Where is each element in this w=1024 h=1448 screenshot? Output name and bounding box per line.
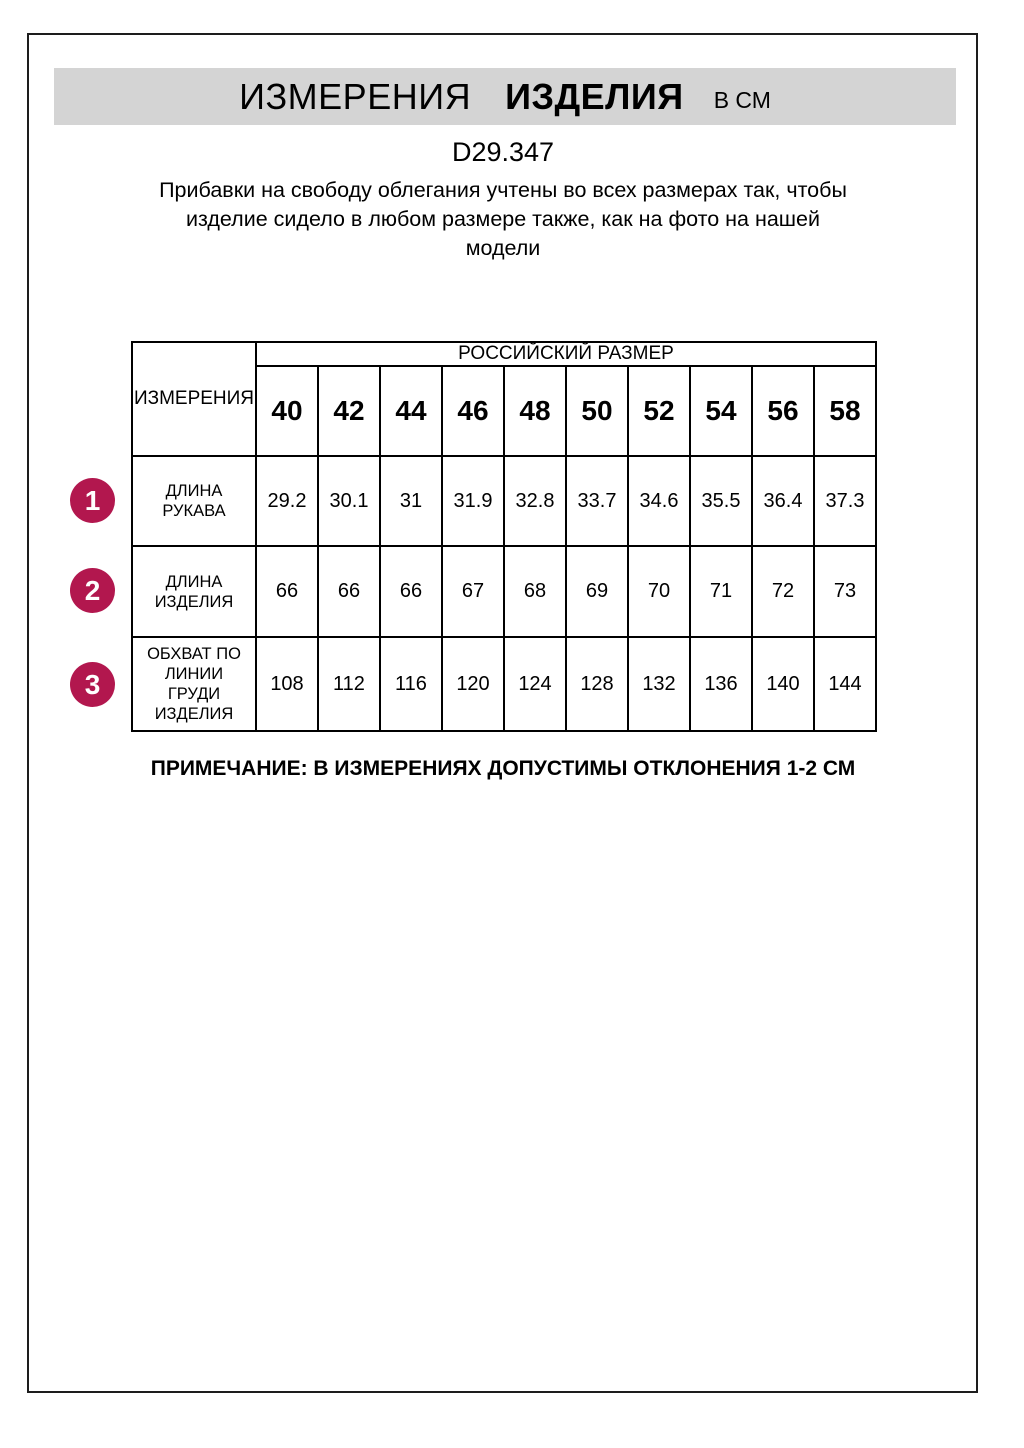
row-label-line: РУКАВА — [162, 502, 226, 520]
measurements-table — [131, 341, 877, 732]
measurement-value: 31 — [380, 456, 442, 546]
measurement-value: 34.6 — [628, 456, 690, 546]
table-row — [132, 456, 876, 546]
row-label-line: ГРУДИ — [167, 685, 221, 703]
measurement-value: 136 — [690, 637, 752, 731]
measurement-value: 71 — [690, 546, 752, 637]
measurement-value: 66 — [318, 546, 380, 637]
size-header-56: 56 — [752, 366, 814, 456]
product-code: D29.347 — [451, 137, 555, 167]
measurement-value: 69 — [566, 546, 628, 637]
row-label-line: ОБХВАТ ПО — [147, 645, 241, 663]
size-header-58: 58 — [814, 366, 876, 456]
measurement-value: 29.2 — [256, 456, 318, 546]
measurement-value: 37.3 — [814, 456, 876, 546]
size-header-52: 52 — [628, 366, 690, 456]
row-label-line: ДЛИНА — [165, 572, 223, 591]
size-header-42: 42 — [318, 366, 380, 456]
measurement-value: 30.1 — [318, 456, 380, 546]
row-marker-3: 3 — [70, 662, 115, 707]
measurement-value: 132 — [628, 637, 690, 731]
measurement-value: 140 — [752, 637, 814, 731]
fit-description — [27, 176, 979, 263]
description-line-3: модели — [465, 236, 541, 260]
group-header-row — [132, 342, 876, 366]
description-line-1: Прибавки на свободу облегания учтены во всех размерах так, чтобы — [159, 178, 847, 202]
measurement-value: 66 — [380, 546, 442, 637]
measurements-column-header: ИЗМЕРЕНИЯ — [132, 342, 256, 456]
size-header-46: 46 — [442, 366, 504, 456]
measurement-value: 144 — [814, 637, 876, 731]
row-label-line: ИЗДЕЛИЯ — [154, 592, 234, 611]
measurement-value: 68 — [504, 546, 566, 637]
measurement-value: 32.8 — [504, 456, 566, 546]
measurement-value: 35.5 — [690, 456, 752, 546]
size-header-44: 44 — [380, 366, 442, 456]
measurement-value: 72 — [752, 546, 814, 637]
title-product: ИЗДЕЛИЯ — [505, 75, 684, 117]
description-line-2: изделие сидело в любом размере также, как на фото на нашей — [185, 207, 821, 231]
measurement-value: 112 — [318, 637, 380, 731]
measurement-value: 116 — [380, 637, 442, 731]
row-label — [132, 546, 256, 637]
measurement-value: 31.9 — [442, 456, 504, 546]
size-header-50: 50 — [566, 366, 628, 456]
size-header-40: 40 — [256, 366, 318, 456]
russian-size-header: РОССИЙСКИЙ РАЗМЕР — [256, 342, 876, 366]
table-row — [132, 637, 876, 731]
size-header-54: 54 — [690, 366, 752, 456]
row-marker-2: 2 — [70, 568, 115, 613]
title-measurements: ИЗМЕРЕНИЯ — [239, 75, 472, 117]
measurement-value: 70 — [628, 546, 690, 637]
table-row — [132, 546, 876, 637]
page-header — [54, 68, 956, 125]
measurement-value: 128 — [566, 637, 628, 731]
measurement-value: 33.7 — [566, 456, 628, 546]
row-label-line: ДЛИНА — [165, 482, 223, 500]
measurement-value: 120 — [442, 637, 504, 731]
measurement-value: 108 — [256, 637, 318, 731]
tolerance-note: ПРИМЕЧАНИЕ: В ИЗМЕРЕНИЯХ ДОПУСТИМЫ ОТКЛОНЕНИЯ 1-2 СМ — [150, 757, 856, 780]
size-header-48: 48 — [504, 366, 566, 456]
measurement-value: 67 — [442, 546, 504, 637]
measurement-value: 124 — [504, 637, 566, 731]
row-marker-1: 1 — [70, 478, 115, 523]
row-label — [132, 456, 256, 546]
row-label — [132, 637, 256, 731]
row-label-line: ИЗДЕЛИЯ — [154, 705, 234, 723]
row-label-line: ЛИНИИ — [164, 665, 224, 683]
title-units: В СМ — [713, 87, 771, 113]
measurement-value: 73 — [814, 546, 876, 637]
measurement-value: 66 — [256, 546, 318, 637]
measurement-value: 36.4 — [752, 456, 814, 546]
